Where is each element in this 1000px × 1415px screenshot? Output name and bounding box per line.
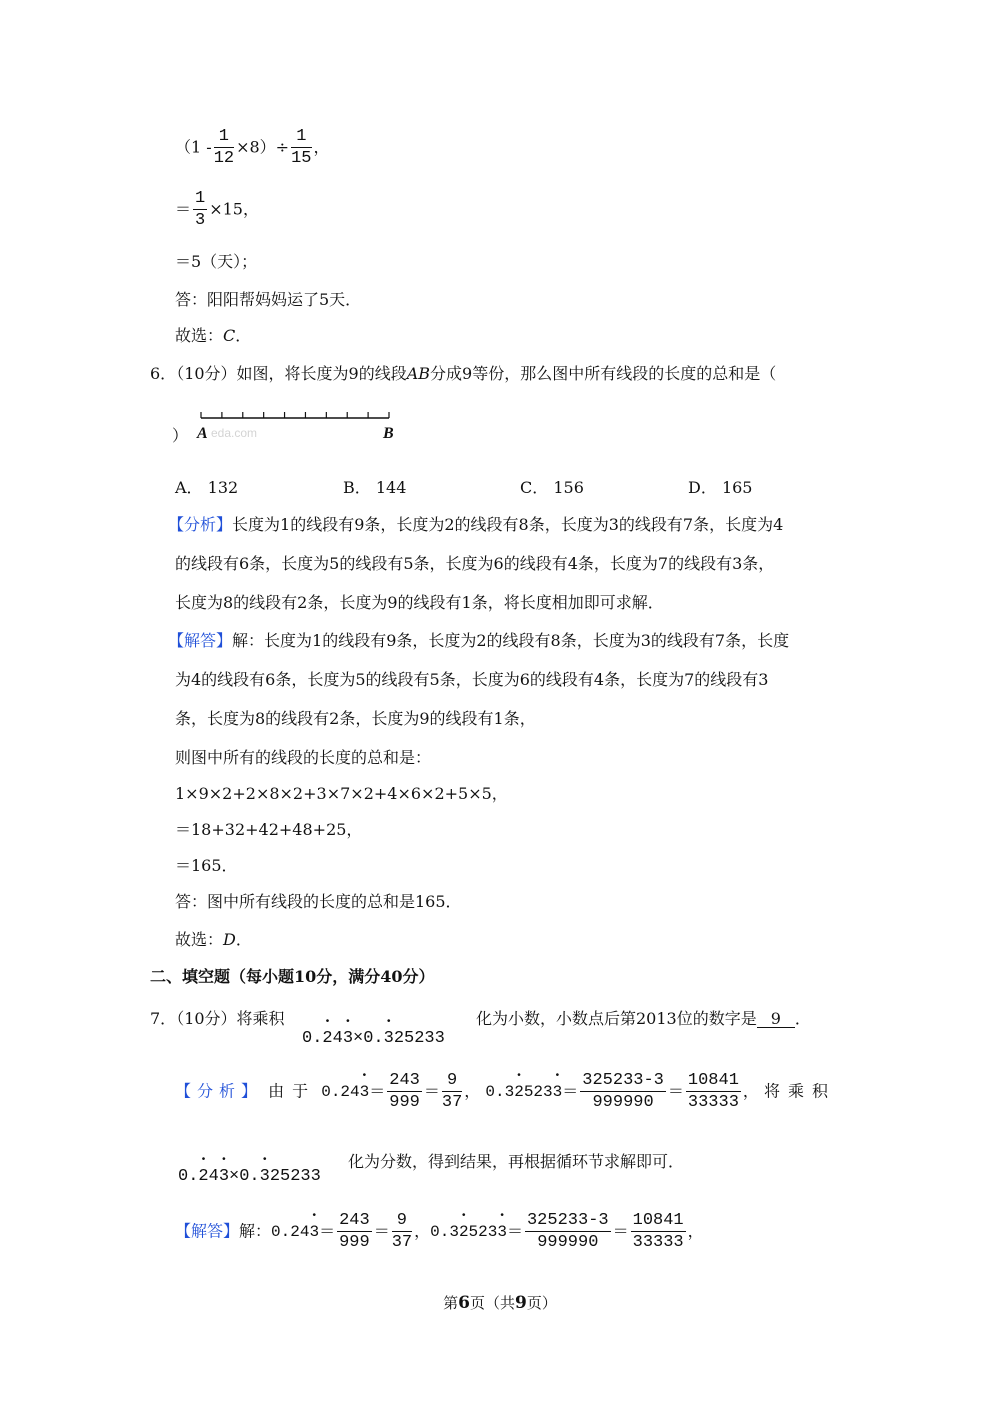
product-part: 0. [178,1167,199,1186]
numerator: 9 [392,1212,412,1232]
option-letter: B． [343,478,371,497]
answer-blank[interactable]: 9 [757,1011,795,1028]
footer-text: 第 [443,1294,459,1312]
question-number: 6． [150,364,177,383]
choice-letter: C [223,326,236,345]
numerator: 325233-3 [526,1211,609,1230]
denominator: 33333 [687,1092,739,1112]
repeating-digit: • 3 [384,1030,394,1047]
decimal-part: 523 [523,1082,553,1101]
solution-line-5: 1×9×2+2×8×2+3×7×2+4×6×2+5×5， [175,784,508,803]
analysis-line-1 [168,517,783,533]
solution-line-7: ＝165． [175,856,238,875]
calc-line-3: ＝5（天）； [175,252,258,271]
question-end: ． [794,1009,811,1028]
segment-figure [199,404,399,444]
segment-name: AB [406,364,431,383]
solution-tag: 【解答】 [168,631,233,650]
decimal-2 [485,1083,562,1101]
analysis-text: 由于 [268,1081,317,1101]
q6-stem [150,366,776,382]
fraction [442,1072,462,1112]
product-part: 0. [239,1167,260,1186]
analysis-tag: 【分析】 [168,515,233,534]
equals: ＝ [612,1221,629,1241]
segment-drawing [199,404,399,440]
calc-text: ×15， [209,199,259,219]
section-title: 二、填空题（每小题10分，满分40分） [150,967,435,986]
comma: ， [464,1081,481,1101]
repeating-digit: • 3 [260,1168,270,1185]
calc-text: （1 - [175,137,212,157]
solution-line-1 [168,633,789,649]
calc-text: ＝ [175,199,192,219]
equals: ＝ [319,1221,336,1241]
fraction [193,190,207,230]
repeating-digit: • 2 [514,1084,524,1100]
decimal-1 [271,1223,319,1241]
comma: ， [742,1081,759,1101]
option-letter: D． [688,478,717,497]
comma: ， [414,1221,431,1241]
analysis-text: 长度为1的线段有9条，长度为2的线段有8条，长度为3的线段有7条，长度为4 [232,515,784,534]
decimal-part: 4 [299,1222,310,1241]
repeating-digit: • 3 [553,1084,563,1100]
decimal-1 [321,1083,369,1101]
equals: ＝ [369,1081,386,1101]
option-letter: A． [175,478,203,497]
denominator: 15 [291,148,312,168]
equals: ＝ [506,1221,523,1241]
choice-prefix: 故选： [175,930,224,949]
repeating-digit: • 3 [360,1084,370,1100]
decimal-part: 4 [350,1082,360,1101]
question-text: 分成9等份，那么图中所有线段的长度的总和是（ [430,364,777,383]
fraction [291,128,311,168]
q7-stem-2 [476,1011,811,1028]
repeating-digit: • 3 [343,1030,353,1047]
fraction [525,1212,611,1252]
times-sign: × [229,1167,240,1186]
footer-text: 页（共 [469,1294,515,1312]
footer-text: 页） [526,1294,557,1312]
analysis-line-2: 的线段有6条，长度为5的线段有5条，长度为6的线段有4条，长度为7的线段有3条， [175,554,775,573]
decimal-part: 0.3 [430,1222,459,1241]
fraction [387,1072,422,1112]
solution-line-4: 则图中所有的线段的长度的总和是： [175,748,432,767]
page-footer [0,1295,1000,1312]
q7-analysis-line-2: 化为分数，得到结果，再根据循环节求解即可． [348,1152,685,1171]
decimal-part: 0.2 [321,1082,351,1101]
answer-line: 答：阳阳帮妈妈运了5天． [175,290,362,309]
repeating-digit: • 2 [198,1168,208,1185]
point-a-label: A [197,425,208,442]
watermark-text: eda.com [211,426,258,440]
equals: ＝ [667,1081,684,1101]
page-number: 6 [458,1293,470,1313]
decimal-part: 0.3 [485,1082,515,1101]
option-letter: C． [520,478,549,497]
denominator: 999 [339,1232,370,1252]
repeating-digit: • 3 [497,1224,507,1240]
denominator: 37 [391,1232,413,1252]
option-value: 144 [375,478,407,497]
q7-analysis-line-1 [175,1072,836,1112]
denominator: 37 [441,1092,463,1112]
question-number: 7． [150,1009,177,1028]
option-value: 156 [553,478,584,497]
decimal-part: 0.2 [271,1222,300,1241]
question-text: （10分）将乘积 [176,1009,285,1028]
q7-solution-line-1 [175,1212,704,1252]
calc-text: ， [313,137,330,157]
question-text: （10分）如图，将长度为9的线段 [176,364,407,383]
fraction [392,1212,412,1252]
denominator: 33333 [632,1232,684,1252]
option-c[interactable] [520,480,584,496]
choice-letter: D [223,930,236,949]
q6-close-paren: ） [172,426,189,445]
numerator: 1 [214,128,234,148]
fraction [214,128,234,168]
analysis-line-3: 长度为8的线段有2条，长度为9的线段有1条，将长度相加即可求解． [175,593,664,612]
numerator: 9 [442,1072,462,1092]
solution-text: 解： [239,1221,272,1241]
times-sign: × [353,1029,364,1048]
q7-product [302,1030,445,1047]
question-text: 化为小数，小数点后第2013位的数字是 [476,1009,757,1028]
solution-tag: 【解答】 [175,1221,240,1241]
calc-line-2 [175,190,259,230]
repeating-digit: • 2 [459,1224,469,1240]
solution-text: 解：长度为1的线段有9条，长度为2的线段有8条，长度为3的线段有7条，长度 [232,631,790,650]
fraction [631,1212,686,1252]
decimal-part: 523 [468,1222,498,1241]
repeating-digit: • 3 [309,1224,319,1240]
product-part: 4 [208,1167,219,1186]
denominator: 12 [213,148,235,168]
repeating-digit: • 3 [219,1168,229,1185]
denominator: 999990 [592,1092,654,1112]
fraction [580,1072,666,1112]
q7-product-2 [178,1168,321,1185]
comma: ， [687,1221,704,1241]
option-d[interactable] [688,480,752,496]
product-part: 0. [363,1029,384,1048]
q6-choice-line [175,932,252,948]
choice-line [175,328,251,344]
product-part: 25233 [269,1167,321,1186]
choice-end: ． [235,326,252,345]
denominator: 3 [195,210,206,230]
product-part: 0. [302,1029,323,1048]
option-b[interactable] [343,480,406,496]
numerator: 10841 [687,1071,739,1090]
fraction [686,1072,741,1112]
repeating-digit: • 2 [322,1030,332,1047]
numerator: 243 [389,1071,420,1090]
equals: ＝ [562,1081,579,1101]
equals: ＝ [423,1081,440,1101]
option-a[interactable] [175,480,238,496]
denominator: 999990 [537,1232,599,1252]
option-value: 165 [721,478,753,497]
numerator: 1 [195,189,206,208]
denominator: 999 [389,1092,420,1112]
product-part: 4 [332,1029,343,1048]
equals: ＝ [373,1221,390,1241]
solution-line-6: ＝18+32+42+48+25， [175,820,363,839]
segment-ticks [201,412,389,418]
choice-prefix: 故选： [175,326,224,345]
fraction [337,1212,372,1252]
total-pages: 9 [515,1293,527,1313]
numerator: 243 [339,1211,370,1230]
option-value: 132 [207,478,239,497]
q7-stem [150,1011,285,1027]
numerator: 1 [291,128,311,148]
analysis-tag: 【分析】 [175,1081,264,1101]
point-b-label: B [383,425,394,442]
solution-line-2: 为4的线段有6条，长度为5的线段有5条，长度为6的线段有4条，长度为7的线段有3 [175,670,769,689]
numerator: 10841 [632,1211,684,1230]
numerator: 325233-3 [582,1071,664,1090]
product-part: 25233 [393,1029,445,1048]
analysis-text: 将乘积 [764,1081,837,1101]
choice-end: ． [235,930,252,949]
calc-line-1 [175,128,330,168]
solution-line-8: 答：图中所有线段的长度的总和是165． [175,892,462,911]
solution-line-3: 条，长度为8的线段有2条，长度为9的线段有1条， [175,709,536,728]
decimal-2 [430,1223,507,1241]
calc-text: ×8）÷ [236,137,290,157]
